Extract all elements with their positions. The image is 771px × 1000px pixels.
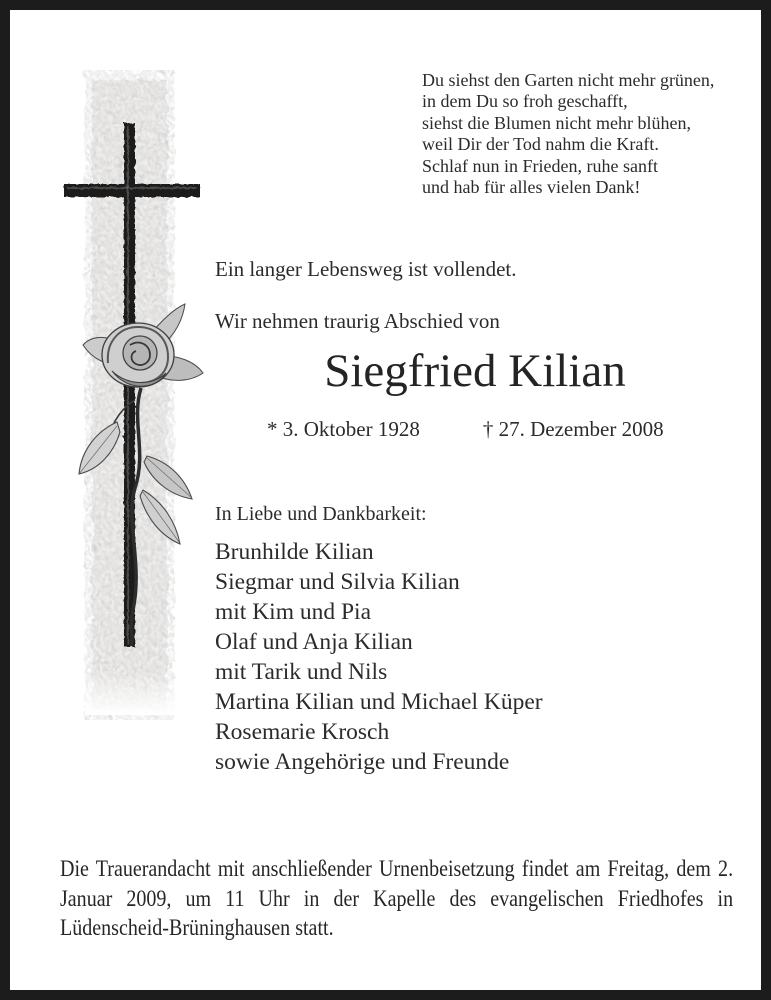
life-dates xyxy=(267,416,664,442)
mourner-name: Siegmar und Silvia Kilian xyxy=(215,569,460,595)
mourner-name: Rosemarie Krosch xyxy=(215,719,390,745)
mourner-name: mit Tarik und Nils xyxy=(215,659,388,685)
poem-line: siehst die Blumen nicht mehr blühen, xyxy=(422,112,691,133)
deceased-name: Siegfried Kilian xyxy=(324,345,626,397)
poem-line: und hab für alles vielen Dank! xyxy=(422,177,641,198)
poem-line: Schlaf nun in Frieden, ruhe sanft xyxy=(422,155,658,176)
mourners-list xyxy=(215,537,543,777)
intro-line-2: Wir nehmen traurig Abschied von xyxy=(215,309,500,333)
mourners-heading: In Liebe und Dankbarkeit: xyxy=(215,503,427,525)
funeral-notice xyxy=(60,855,733,944)
poem-line: Du siehst den Garten nicht mehr grünen, xyxy=(422,70,715,90)
strip-fade xyxy=(85,670,175,715)
mourner-name: sowie Angehörige und Freunde xyxy=(215,749,510,775)
funeral-notice-text: Die Trauerandacht mit anschließender Urnenbeisetzung findet am Freitag, dem 2. Januar 2009, um 11 Uhr in der Kapelle des evangelischen Friedhofes in Lüdenscheid-Brüninghausen statt. xyxy=(60,856,734,941)
mourner-name: Olaf und Anja Kilian xyxy=(215,629,413,655)
mourner-name: Martina Kilian und Michael Küper xyxy=(215,689,543,715)
memorial-poem xyxy=(422,70,752,198)
cross-and-rose-artwork xyxy=(55,70,205,720)
mourner-name: mit Kim und Pia xyxy=(215,599,372,625)
poem-line: in dem Du so froh geschafft, xyxy=(422,91,628,112)
death-date: † 27. Dezember 2008 xyxy=(482,417,664,441)
poem-line: weil Dir der Tod nahm die Kraft. xyxy=(422,134,659,155)
intro-line-1: Ein langer Lebensweg ist vollendet. xyxy=(215,257,517,281)
birth-date: * 3. Oktober 1928 xyxy=(267,417,420,441)
mourner-name: Brunhilde Kilian xyxy=(215,539,374,565)
